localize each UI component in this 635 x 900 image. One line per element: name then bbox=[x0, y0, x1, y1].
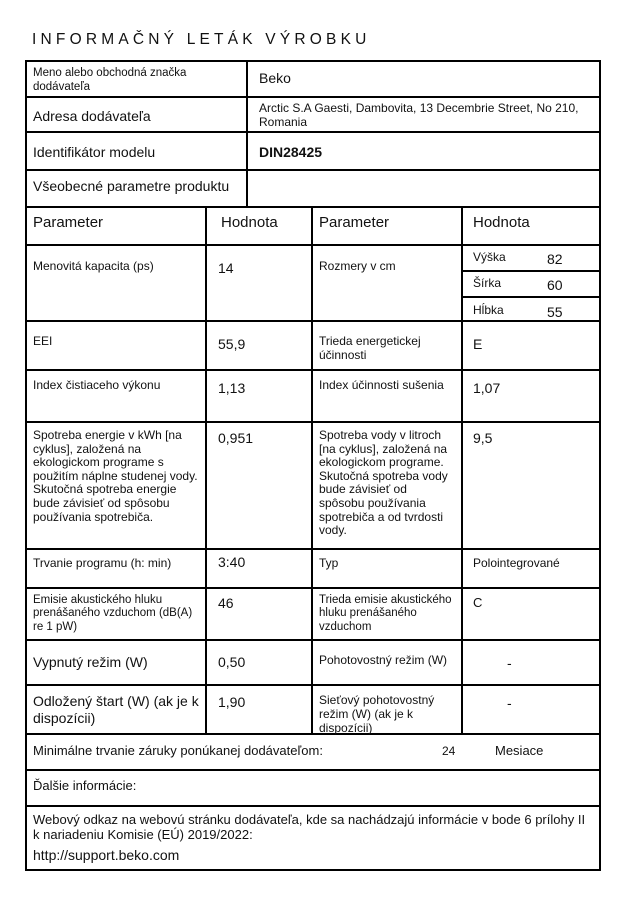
networked-standby-value: - bbox=[507, 695, 512, 711]
divider bbox=[27, 320, 599, 322]
dimensions-label: Rozmery v cm bbox=[319, 259, 396, 273]
divider bbox=[27, 684, 599, 686]
energy-consumption-label: Spotreba energie v kWh [na cyklus], založená na ekologickom programe s použitím náplne studenej vody. Skutočná spotreba energie bude závisieť od spôsobu používania spotrebiča. bbox=[33, 428, 198, 524]
off-mode-value: 0,50 bbox=[218, 654, 246, 670]
height-value: 82 bbox=[547, 251, 563, 267]
noise-class-label: Trieda emisie akustického hluku prenášaného vzduchom bbox=[319, 594, 452, 633]
divider bbox=[27, 206, 599, 208]
eei-label: EEI bbox=[33, 334, 53, 348]
water-consumption-label: Spotreba vody v litroch [na cyklus], založená na ekologickom programe. Skutočná spotreba vody bude závisieť od spôsobu používania spotrebiča a od tvrdosti vody. bbox=[319, 428, 448, 538]
noise-class-value: C bbox=[473, 595, 483, 610]
divider bbox=[27, 587, 599, 589]
weblink-text: Webový odkaz na webovú stránku dodávateľa, kde sa nachádzajú informácie v bode 6 prílohy II k nariadeniu Komisie (EÚ) 2019/2022: bbox=[33, 812, 586, 842]
divider bbox=[27, 805, 599, 807]
general-parameters-label: Všeobecné parametre produktu bbox=[33, 178, 230, 194]
delay-start-label: Odložený štart (W) (ak je k dispozícii) bbox=[33, 693, 199, 726]
divider bbox=[27, 96, 599, 98]
supplier-name-label: Meno alebo obchodná značka dodávateľa bbox=[33, 67, 187, 93]
standby-mode-value: - bbox=[507, 655, 512, 671]
depth-label: Hĺbka bbox=[473, 303, 504, 317]
energy-class-value: E bbox=[473, 336, 483, 352]
off-mode-label: Vypnutý režim (W) bbox=[33, 654, 148, 670]
depth-value: 55 bbox=[547, 304, 563, 320]
model-identifier-label: Identifikátor modelu bbox=[33, 144, 156, 160]
energy-class-label: Trieda energetickej účinnosti bbox=[319, 334, 421, 362]
divider bbox=[27, 769, 599, 771]
divider bbox=[27, 131, 599, 133]
header-parameter: Parameter bbox=[319, 214, 390, 231]
height-label: Výška bbox=[473, 250, 506, 264]
warranty-unit: Mesiace bbox=[495, 743, 544, 758]
document-title: INFORMAČNÝ LETÁK VÝROBKU bbox=[32, 31, 371, 48]
divider bbox=[27, 421, 599, 423]
width-label: Šírka bbox=[473, 276, 502, 290]
supplier-address-value: Arctic S.A Gaesti, Dambovita, 13 Decembrie Street, No 210, Romania bbox=[259, 101, 579, 129]
divider bbox=[27, 548, 599, 550]
divider bbox=[27, 169, 599, 171]
cleaning-index-value: 1,13 bbox=[218, 380, 246, 396]
divider bbox=[27, 369, 599, 371]
warranty-value: 24 bbox=[442, 744, 456, 758]
divider bbox=[27, 639, 599, 641]
standby-mode-label: Pohotovostný režim (W) bbox=[319, 653, 448, 667]
divider bbox=[205, 206, 207, 733]
divider bbox=[461, 206, 463, 733]
type-value: Polointegrované bbox=[473, 556, 560, 570]
model-identifier-value: DIN28425 bbox=[259, 144, 323, 160]
eei-value: 55,9 bbox=[218, 336, 246, 352]
drying-index-value: 1,07 bbox=[473, 380, 501, 396]
product-information-sheet bbox=[25, 60, 601, 871]
networked-standby-label: Sieťový pohotovostný režim (W) (ak je k dispozícii) bbox=[319, 693, 435, 735]
noise-emission-label: Emisie akustického hluku prenášaného vzduchom (dB(A) re 1 pW) bbox=[33, 594, 193, 633]
supplier-address-label: Adresa dodávateľa bbox=[33, 108, 151, 124]
additional-info-label: Ďalšie informácie: bbox=[33, 778, 137, 793]
rated-capacity-value: 14 bbox=[218, 260, 234, 276]
supplier-name-value: Beko bbox=[259, 70, 291, 86]
header-parameter: Parameter bbox=[33, 214, 104, 231]
divider bbox=[246, 62, 248, 206]
divider bbox=[463, 296, 599, 298]
program-duration-label: Trvanie programu (h: min) bbox=[33, 556, 172, 570]
noise-emission-value: 46 bbox=[218, 595, 234, 611]
header-value: Hodnota bbox=[473, 214, 530, 231]
divider bbox=[463, 270, 599, 272]
cleaning-index-label: Index čistiaceho výkonu bbox=[33, 378, 161, 392]
energy-consumption-value: 0,951 bbox=[218, 430, 254, 446]
type-label: Typ bbox=[319, 556, 339, 570]
water-consumption-value: 9,5 bbox=[473, 430, 493, 446]
delay-start-value: 1,90 bbox=[218, 694, 246, 710]
divider bbox=[27, 244, 599, 246]
program-duration-value: 3:40 bbox=[218, 554, 246, 570]
warranty-label: Minimálne trvanie záruky ponúkanej dodávateľom: bbox=[33, 743, 323, 758]
width-value: 60 bbox=[547, 277, 563, 293]
rated-capacity-label: Menovitá kapacita (ps) bbox=[33, 259, 154, 273]
drying-index-label: Index účinnosti sušenia bbox=[319, 378, 444, 392]
header-value: Hodnota bbox=[221, 214, 278, 231]
support-link[interactable]: http://support.beko.com bbox=[33, 847, 180, 863]
